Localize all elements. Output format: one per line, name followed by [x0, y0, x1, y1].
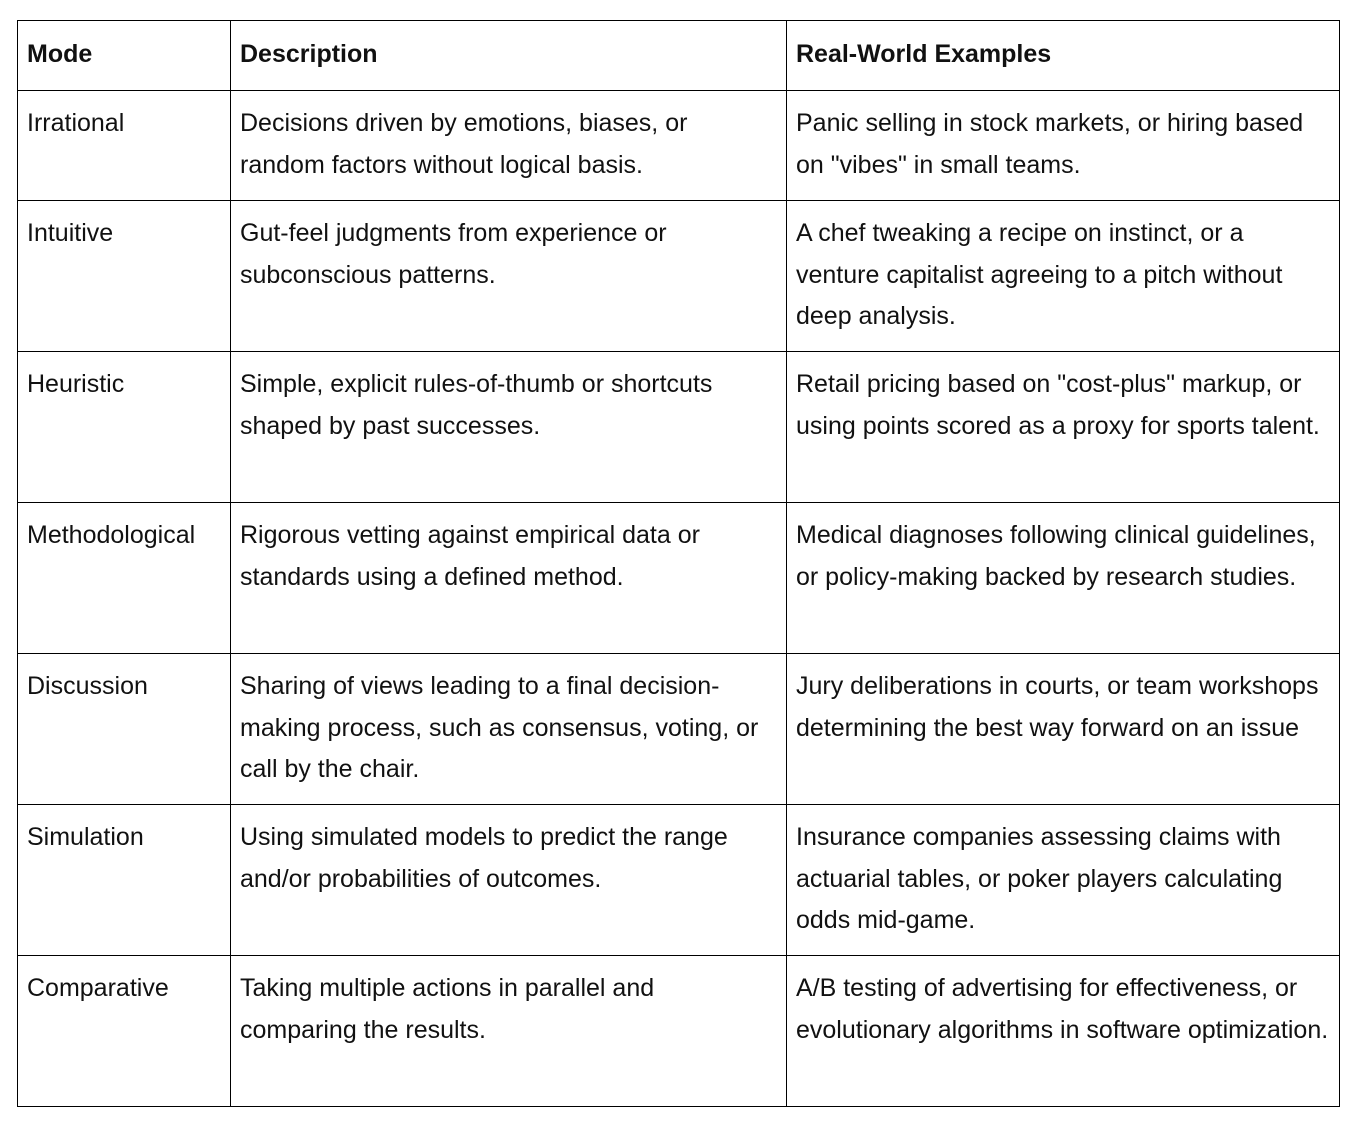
examples-cell: A chef tweaking a recipe on instinct, or a venture capitalist agreeing to a pitch without deep analysis.	[787, 201, 1340, 352]
mode-cell: Discussion	[18, 654, 231, 805]
examples-cell: Panic selling in stock markets, or hiring based on "vibes" in small teams.	[787, 91, 1340, 201]
decision-modes-table	[17, 20, 1340, 1107]
description-cell: Simple, explicit rules-of-thumb or shortcuts shaped by past successes.	[231, 352, 787, 503]
table-row	[18, 503, 1340, 654]
header-mode: Mode	[18, 21, 231, 91]
description-cell: Decisions driven by emotions, biases, or random factors without logical basis.	[231, 91, 787, 201]
mode-cell: Comparative	[18, 956, 231, 1107]
description-cell: Using simulated models to predict the range and/or probabilities of outcomes.	[231, 805, 787, 956]
description-cell: Sharing of views leading to a final decision-making process, such as consensus, voting, or call by the chair.	[231, 654, 787, 805]
mode-cell: Methodological	[18, 503, 231, 654]
table-row	[18, 91, 1340, 201]
mode-cell: Irrational	[18, 91, 231, 201]
description-cell: Rigorous vetting against empirical data or standards using a defined method.	[231, 503, 787, 654]
description-cell: Taking multiple actions in parallel and comparing the results.	[231, 956, 787, 1107]
examples-cell: Insurance companies assessing claims with actuarial tables, or poker players calculating odds mid-game.	[787, 805, 1340, 956]
header-row	[18, 21, 1340, 91]
table-body	[18, 91, 1340, 1107]
table-row	[18, 352, 1340, 503]
examples-cell: Retail pricing based on "cost-plus" markup, or using points scored as a proxy for sports talent.	[787, 352, 1340, 503]
table-row	[18, 654, 1340, 805]
table-row	[18, 956, 1340, 1107]
description-cell: Gut-feel judgments from experience or subconscious patterns.	[231, 201, 787, 352]
mode-cell: Simulation	[18, 805, 231, 956]
header-description: Description	[231, 21, 787, 91]
table-header	[18, 21, 1340, 91]
mode-cell: Heuristic	[18, 352, 231, 503]
table-row	[18, 805, 1340, 956]
table-row	[18, 201, 1340, 352]
examples-cell: Medical diagnoses following clinical guidelines, or policy-making backed by research studies.	[787, 503, 1340, 654]
examples-cell: Jury deliberations in courts, or team workshops determining the best way forward on an issue	[787, 654, 1340, 805]
header-examples: Real-World Examples	[787, 21, 1340, 91]
examples-cell: A/B testing of advertising for effectiveness, or evolutionary algorithms in software optimization.	[787, 956, 1340, 1107]
mode-cell: Intuitive	[18, 201, 231, 352]
